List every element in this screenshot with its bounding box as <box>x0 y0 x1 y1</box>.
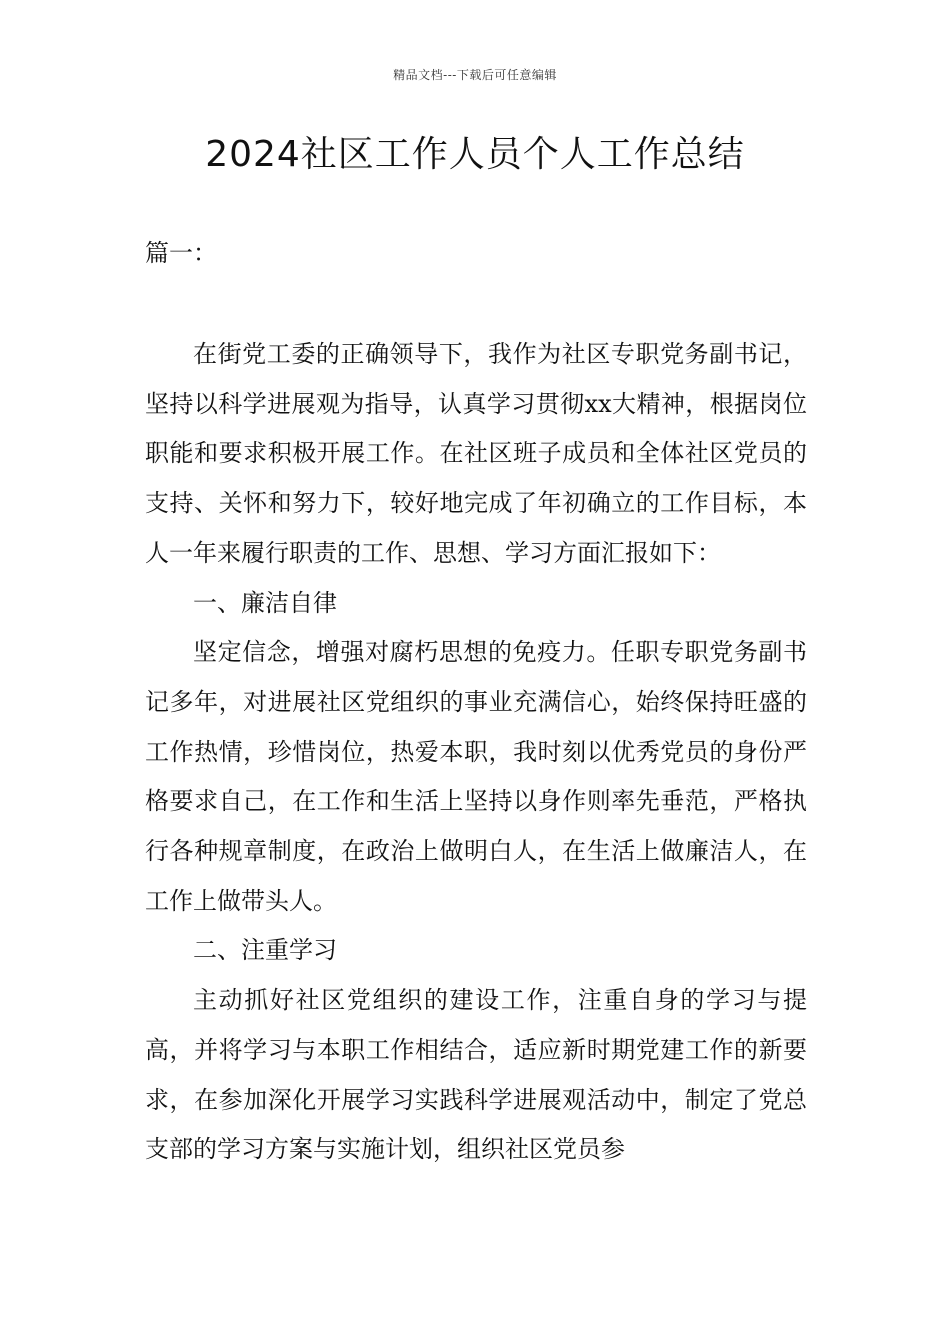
paragraph-2: 主动抓好社区党组织的建设工作，注重自身的学习与提高，并将学习与本职工作相结合，适应新时期党建工作的新要求，在参加深化开展学习实践科学进展观活动中，制定了党总支部的学习方案与实施计划，组织社区党员参 <box>145 986 807 1164</box>
section-label: 篇一： <box>145 239 217 267</box>
header-note: 精品文档---下载后可任意编辑 <box>393 68 557 82</box>
paragraph-1: 坚定信念，增强对腐朽思想的免疫力。任职专职党务副书记多年，对进展社区党组织的事业充满信心，始终保持旺盛的工作热情，珍惜岗位，热爱本职，我时刻以优秀党员的身份严格要求自己，在工作和生活上坚持以身作则率先垂范，严格执行各种规章制度，在政治上做明白人，在生活上做廉洁人，在工作上做带头人。 <box>145 638 807 915</box>
document-title: 2024社区工作人员个人工作总结 <box>205 134 745 175</box>
section-heading-1: 一、廉洁自律 <box>193 588 337 617</box>
intro-paragraph: 在街党工委的正确领导下，我作为社区专职党务副书记，坚持以科学进展观为指导，认真学习贯彻xx大精神，根据岗位职能和要求积极开展工作。在社区班子成员和全体社区党员的支持、关怀和努力下，较好地完成了年初确立的工作目标，本人一年来履行职责的工作、思想、学习方面汇报如下： <box>145 340 807 567</box>
section-heading-2: 二、注重学习 <box>193 936 337 965</box>
document-body <box>145 330 807 1175</box>
